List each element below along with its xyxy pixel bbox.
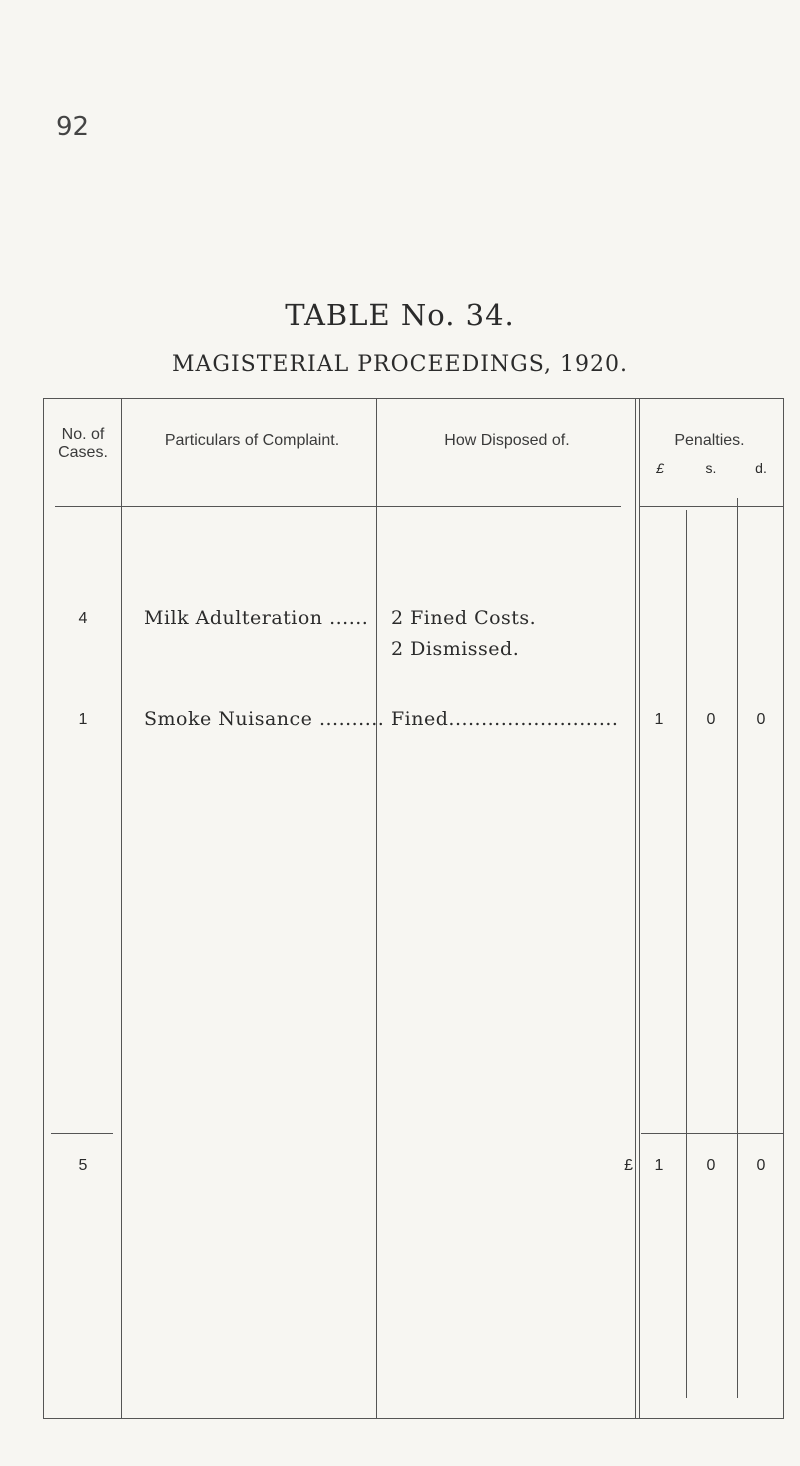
table-left-border [43, 398, 44, 1418]
penalties-header-underline [639, 506, 783, 507]
column-divider-3b [639, 398, 640, 1418]
row1-disposed-line1: 2 Fined Costs. [391, 607, 537, 629]
column-divider-2 [376, 398, 377, 1418]
total-shillings: 0 [706, 1157, 716, 1174]
column-divider-shillings [686, 510, 687, 1398]
total-cases: 5 [78, 1157, 88, 1174]
header-particulars: Particulars of Complaint. [164, 432, 340, 449]
row2-pence: 0 [756, 711, 766, 728]
column-divider-pence [737, 498, 738, 1398]
header-penalties: Penalties. [674, 432, 745, 449]
total-rule-cases [51, 1133, 113, 1134]
table-subtitle: MAGISTERIAL PROCEEDINGS, 1920. [172, 352, 628, 377]
total-currency-symbol: £ [624, 1157, 633, 1174]
total-pence: 0 [756, 1157, 766, 1174]
header-pence: d. [755, 460, 767, 476]
proceedings-table [43, 398, 783, 1418]
row1-disposed-line2: 2 Dismissed. [391, 638, 520, 660]
table-bottom-border [43, 1418, 784, 1419]
header-cases: No. of Cases. [58, 426, 108, 461]
column-divider-1 [121, 398, 122, 1418]
row2-cases: 1 [78, 711, 88, 728]
table-title: TABLE No. 34. [285, 298, 515, 332]
table-right-border [783, 398, 784, 1418]
row2-pounds: 1 [654, 711, 664, 728]
total-rule-penalties [641, 1133, 783, 1134]
header-shillings: s. [705, 460, 717, 476]
total-pounds: 1 [654, 1157, 664, 1174]
row1-cases: 4 [78, 610, 88, 627]
header-pounds: £ [656, 460, 664, 476]
row2-shillings: 0 [706, 711, 716, 728]
page-number: 92 [56, 112, 90, 142]
header-underline [55, 506, 621, 507]
row2-particulars: Smoke Nuisance .......... [144, 708, 385, 730]
row2-disposed: Fined.......................... [391, 708, 619, 730]
row1-particulars: Milk Adulteration ...... [144, 607, 369, 629]
header-disposed: How Disposed of. [444, 432, 570, 449]
column-divider-3 [635, 398, 636, 1418]
table-top-border [43, 398, 783, 399]
